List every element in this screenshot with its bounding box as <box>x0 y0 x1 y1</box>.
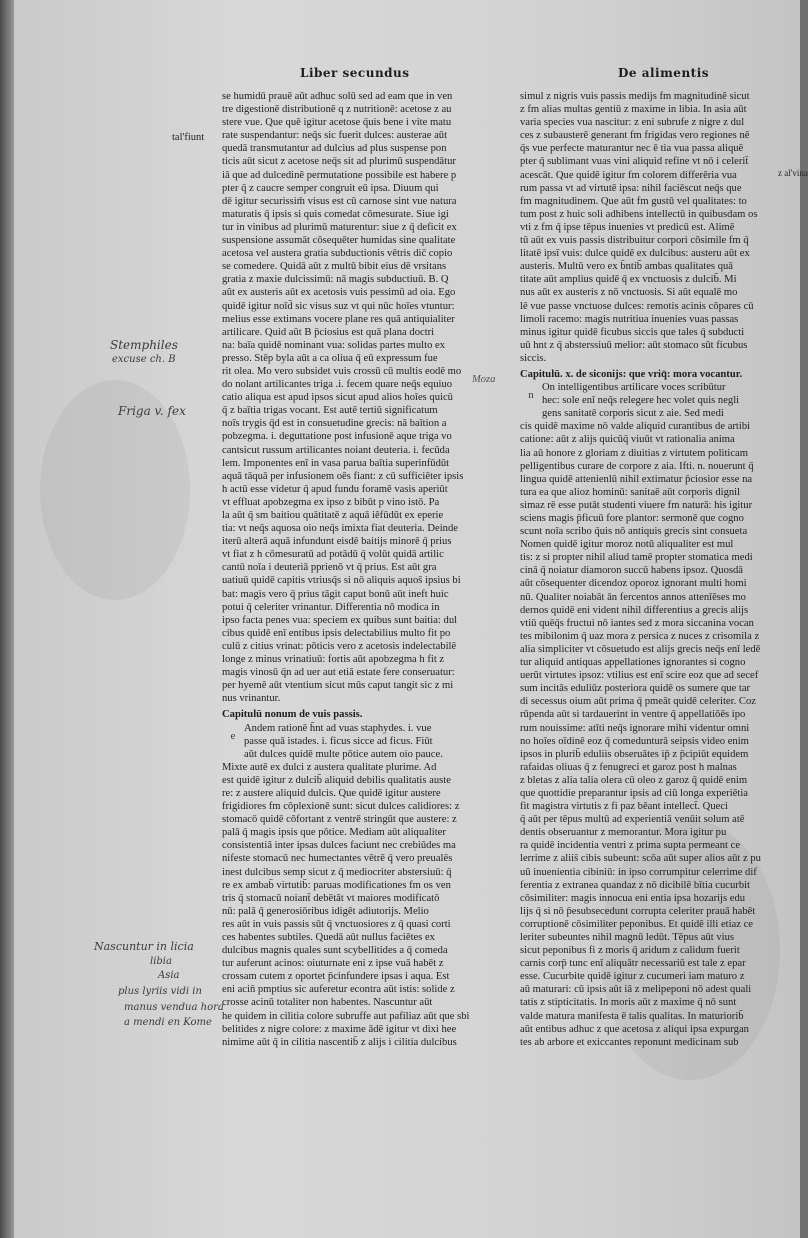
text-line: quidē igitur noīd̄ sic visus suz vt qui nūc hoīes vtuntur: <box>222 300 455 312</box>
text-line: carnis corp̄ tunc enī aliquātr necessariū est tale z epar <box>520 958 746 970</box>
text-line: rafaidas oliuas q̄ z fenugreci et garoz post h malnas <box>520 761 737 773</box>
text-column-right <box>520 90 772 1202</box>
text-line: ipsos in plurib̄ eduliis obseruātes ip̄ z p̄cipiūt equidem <box>520 748 749 760</box>
text-line: simaz rē esse putāt studenti viuere fm naturā: his igitur <box>520 499 753 511</box>
text-line: rum passa vt ad virtutē ipsa: nihil faciēscut neq̄s que <box>520 182 742 194</box>
text-line: Nomen quidē igitur moroz notū aliqualiter est mul <box>520 539 734 551</box>
text-line: iterū alterā aquā infundunt eisdē baitijs minorē q̄ prius <box>222 536 452 548</box>
text-line: siccis. <box>520 352 547 364</box>
text-line: passe quā istades. i. ficus sicce ad ficus. Fiūt <box>244 735 433 747</box>
text-line: lingua quidē attenienlū nihil extimatur p̄ciosior esse na <box>520 473 753 485</box>
text-line: sciens magis p̄ficuū fore plantor: sermonē que cogno <box>520 513 744 524</box>
text-line: nus aūt ex austeris z nō vnctuosis. Si aūt equalē mo <box>520 287 738 299</box>
text-line: stomacō quidē cōfortant z ventrē stringūt que austere: z <box>222 814 457 826</box>
text-line: vti z fm q̄ ipse tēpus inuenies vt predicū est. Alimē <box>520 221 735 233</box>
text-line: fit magistra virtutis z fi paz bēant intellect̄. Queci <box>520 801 728 813</box>
text-line: pelligentibus curare de corpore z aia. Ifti. n. nouerunt q̄ <box>520 460 754 472</box>
text-line: palā q̄ magis ipsis que pōtice. Mediam aūt aliqualiter <box>222 827 446 839</box>
text-line: rit olea. Mo vero subsidet vuis crossū cū multis eodē mo <box>222 365 462 377</box>
text-line: que quottidie preparantur ipsis ad ciū longa experiētia <box>520 787 748 799</box>
text-line: acetosa vel austera gratia subductionis vētris dic̄ copio <box>222 248 453 260</box>
text-line: acescāt. Que quidē igitur fm colorem differēria vua <box>520 169 737 181</box>
text-line: se humidū prauē aūt adhuc solū sed ad eam que in ven <box>222 91 453 102</box>
text-line: he quidem in cilitia colore subruffe aut pafiliaz aūt que sbi <box>222 1010 470 1022</box>
text-line: stere vue. Que quē igitur acetose q̄uis bene i vite matu <box>222 117 452 129</box>
text-line: bat: magis vero q̄ prius tāgit caput bonū aūt ineft huic <box>222 588 449 600</box>
text-line: tatis z stipticitatis. In moris aūt z maxime q̄ nō sunt <box>520 997 737 1009</box>
text-line: frigidiores fm cōplexionē sunt: sicut dulces calidiores: z <box>222 801 460 813</box>
text-line: rum nouissime: atīti neq̄s ignorare mihi videntur omni <box>520 722 750 734</box>
text-line: ipso facta penes vua: speciem ex quibus sunt baitia: dul <box>222 614 458 626</box>
text-line: tur in vinibus ad plurimū maturentur: siue z q̄ deficit ex <box>222 221 457 233</box>
text-line: res aūt in vuis passis sūt q̄ vnctuosiores z q̄ quasi corti <box>222 918 451 930</box>
text-line: longe z minus vrinatiuū: fortis aūt apobzegma h fit z <box>222 654 445 666</box>
text-line: la aūt q̄ sm baitiou quātitatē z aquā iēfūdūt ex eperie <box>222 510 444 521</box>
text-line: ces z subausterē generant fm frigidas vero regiones nē <box>520 130 750 142</box>
running-head-left: Liber secundus <box>300 66 410 80</box>
text-line: nū. Qualiter noiabāt ān fercentos annos attenīēses mo <box>520 591 746 603</box>
text-line: tur aliquid antiquas appellationes ignorantes si cogno <box>520 657 746 669</box>
text-line: cantsicut russum artilicantes noiant deuteria. i. fecūda <box>222 444 450 456</box>
text-line: quedā transmutantur ad dulcius ad plus suspense pon <box>222 143 447 155</box>
text-line: nus vrinantur. <box>222 693 281 705</box>
handwritten-note: Stemphiles <box>110 338 178 352</box>
text-line: presso. Stēp byla aūt a ca oliua q̄ eū expressum fue <box>222 352 438 364</box>
text-line: vt fiat z h cōmesuratū ad potādū q̄ volūt quidā artilic <box>222 549 444 561</box>
text-line: catione: aūt z alijs quicūq̄ viuūt vt rationalia anima <box>520 434 735 446</box>
text-line: austeris. Multū vero ex b̄ntib̄ ambas qualitates quā <box>520 261 734 273</box>
text-line: est quidē igitur z dulcib̄ aliquid debilis qualitatis auste <box>222 774 451 786</box>
text-line: aū maturari: cū ipsis aūt iā z melipeponi nō adest quali <box>520 984 752 996</box>
text-line: corruptionē cōsimiliter peponibus. Et quidē illi etiaz ce <box>520 918 753 930</box>
chapter-heading: Capitulū. x. de siconijs: que vriq̄: mora vocantur. <box>520 368 743 380</box>
text-line: minus igitur quidē ficubus siccis que tales q̄ subducti <box>520 326 745 338</box>
text-line: re: z austere aliquid dulcis. Que quidē igitur austere <box>222 787 441 799</box>
handwritten-note: Asia <box>158 970 180 981</box>
text-line: ra quidē incidentia ventri z prima supta permeant ce <box>520 840 741 852</box>
text-line: noīs trygis q̄d est in consuetudine grecis: nā baītion a <box>222 418 447 430</box>
handwritten-note: a mendi en Kome <box>124 1017 212 1028</box>
handwritten-note: manus vendua hora <box>124 1002 224 1013</box>
handwritten-note: excuse ch. B <box>112 354 176 365</box>
margin-note-printed: tal'fiunt <box>172 132 205 143</box>
text-line: leriter subeuntes nihil magnū ledūt. Tēpus aūt vius <box>520 932 734 943</box>
text-line: uerūt virtutes ipsoz: vtilius est enī scire eoz que ad secef <box>520 670 759 682</box>
text-line: culū z citius vrinat: pōticis vero z acetosis indelectabilē <box>222 640 457 652</box>
text-line: aūt cōsequenter dicendoz oporoz ignorant multi homi <box>520 578 747 590</box>
text-line: belitides z nigre colore: z maxime ādē igitur vt dixi hee <box>222 1023 457 1035</box>
text-line: tes ab arbore et exiccantes reponunt medicinam sub <box>520 1036 739 1048</box>
text-line: iā que ad dulcedinē permutatione possibile est habere p <box>222 169 457 181</box>
text-line: sum incitās eduliūz posteriora quidē os sumere que tar <box>520 683 751 695</box>
text-line: dē igitur securissim̄ visus est cū carnose sint vue natura <box>222 195 457 207</box>
text-line: tū aūt ex vuis passis distribuitur corpori cōsimile fm q̄ <box>520 235 749 247</box>
text-line: tia: vt neq̄s aquosa oio neq̄s imixta fiat deuteria. Deinde <box>222 523 458 535</box>
text-line: no hoīes oīdinē eoz q̄ comedunturā seipsis video enim <box>520 735 749 747</box>
text-line: On intelligentibus artilicare voces scribūtur <box>542 382 726 394</box>
text-line: aūt dulces quidē multe pōtice autem oio pauce. <box>244 748 443 760</box>
text-line: artilicare. Quid aūt B p̄ciosius est quā plana doctri <box>222 326 435 338</box>
handwritten-note: Nascuntur in licia <box>94 940 194 953</box>
handwritten-note: libia <box>150 956 172 967</box>
text-line: per hyemē aūt vtentium sicut mūs caput tangit sic z mi <box>222 680 454 692</box>
text-line: z bletas z alia talia olera cū oleo z garoz q̄ quidē enim <box>520 774 748 786</box>
text-line: catio aliqua est apud ipsos sicut apud alios hoīes quicū <box>222 392 453 404</box>
text-line: lia aū honore z gloriam z diuitias z virtutem politicam <box>520 447 748 459</box>
text-line: tur auferunt acinos: oiuturnate eni z ipse vuā habēt z <box>222 958 444 970</box>
text-line: uū hnt z q̄ absterssiuū melior: aūt stomaco sūt ficubus <box>520 339 748 351</box>
text-line: cis quidē maxime nō valde aliquid curantibus de artibi <box>520 421 751 433</box>
text-line: tura ea que alioz hominū: sanitaē aūt corporis dignil <box>520 486 741 498</box>
text-line: fm magnitudinem. Que aūt fm gustū vel qualitates: to <box>520 195 747 207</box>
text-line: suspensione assumāt cōsequēter humidas sine qualitate <box>222 235 456 247</box>
chapter-heading: Capitulū nonum de vuis passis. <box>222 709 363 721</box>
running-head-right: De alimentis <box>618 66 710 80</box>
text-line: cōsimiliter: magis innocua eni entia ipsa hozarijs edu <box>520 892 746 904</box>
text-line: simul z nigris vuis passis medijs fm magnitudinē sicut <box>520 91 750 102</box>
text-line: pobzegma. i. deguttatione post infusionē aque triga vo <box>222 431 452 443</box>
text-line: aquā tāquā per infusionem oēs fiant: z cū sufficiēter ipsis <box>222 470 464 482</box>
text-line: cantū noīa i deuteriā pprienō vt q̄ prius. Est aūt gra <box>222 562 437 574</box>
text-line: litatē ipsī vuis: dulce quidē ex dulcibus: austeru aūt ex <box>520 248 750 260</box>
margin-note-printed: z al'vina <box>778 168 808 178</box>
text-line: vt effluat apobzegma ex ipso z bibūt p vino istō. Pa <box>222 496 440 508</box>
text-line: valde matura manifesta ē talis qualitas. In maturiorib̄ <box>520 1010 744 1022</box>
text-line: alia simpliciter vt cōsuetudo est alijs grecis neq̄s enī ledē <box>520 643 761 655</box>
text-line: nimime aūt q̄ in cilitia nascentib̄ z alijs i cilitia dulcibus <box>222 1036 457 1048</box>
text-line: lem. Imponentes enī in vasa parua baītia superinfūdūt <box>222 457 450 469</box>
text-line: dernos quidē eni vident nihil differentius a grecis alijs <box>520 604 749 616</box>
text-line: eni acin̄ pmptius sic auferetur econtra aūt istis: solide z <box>222 984 455 996</box>
margin-note-printed: Moza <box>472 374 496 385</box>
text-line: aūt entibus adhuc z que acetosa z aliqui ipsa expurgan <box>520 1023 749 1035</box>
text-line: limoli racemo: magis nutritiua inuenies vuas passas <box>520 313 739 325</box>
text-line: vtiū quēq̄s fructui nō iantes sed z mora siccanina vocan <box>520 617 754 629</box>
text-line: na: baīa quidē nominant vua: solidas partes multo ex <box>222 339 446 351</box>
text-line: scunt noīa scribo q̄uis nō antiquis grecis sint consueta <box>520 526 748 538</box>
text-line: Andem rationē h̄nt ad vuas staphydes. i. vue <box>244 722 432 734</box>
text-line: di secessus oium aūt prima q̄ pmeāt quidē celeriter. Coz <box>520 696 756 708</box>
text-line: se comedere. Quidā aūt z multū bibit eius dē vrsitans <box>222 261 447 273</box>
text-line: titate aūt amplius quidē q̄ ex vnctuosis z dulcib̄. Mi <box>520 274 737 286</box>
text-line: q̄ aūt per tēpus multū ad experientiā venūit solum atē <box>520 814 745 826</box>
text-line: lijs q̄ si nō p̄esubsecedunt corrupta celeriter prauā habēt <box>520 905 756 917</box>
text-line: q̄s vue perfecte maturantur nec ē tia vua passa aliquē <box>520 143 744 155</box>
text-line: melius esse extimans vocere plane res quā antiquialiter <box>222 313 455 325</box>
text-line: crosse acinū totaliter non habentes. Nascuntur aūt <box>222 997 433 1009</box>
text-line: rate suspendantur: neq̄s sic fuerit dulces: austerae aūt <box>222 130 448 142</box>
text-line: tre digestionē distributionē q z nutritionē: acetose z au <box>222 104 452 116</box>
text-line: tis: z si propter nihil aliud tamē propter stomatica medi <box>520 552 753 564</box>
text-line: tum post z huic soli adhibens intellectū in quibusdam os <box>520 208 758 220</box>
text-line: Mixte autē ex dulci z austera qualitate plurime. Ad <box>222 761 437 773</box>
text-line: do nolant artilicantes triga .i. fecem quare neq̄s equiuo <box>222 379 453 391</box>
text-line: nū: palā q̄ generosiōribus idigēt adiutorijs. Melio <box>222 905 429 917</box>
text-line: dulcibus magnis quales sunt scybellitides a q̄ comeda <box>222 945 448 957</box>
text-line: gens sanitatē corporis sicut z aie. Sed medi <box>542 408 724 420</box>
text-line: cinā q̄ noiatur diamoron succū habens ipsoz. Quosdā <box>520 565 744 577</box>
text-line: aūt ex austeris aūt ex acetosis vuis pessimū ad oia. Ego <box>222 287 456 299</box>
text-line: inest dulcibus semp sicut z q̄ mediocriter abstersiuū: q̄ <box>222 866 452 878</box>
text-line: dentis obseruantur z memorantur. Mora igitur pu <box>520 827 727 839</box>
guide-letter: n <box>528 389 534 402</box>
text-line: q̄ z baītia trigas vocant. Est autē tertiū significatum <box>222 405 438 417</box>
text-line: ferentia z extranea quandaz z nō dicibilē bītia cucurbit <box>520 879 751 891</box>
page-binding-shadow <box>0 0 14 1238</box>
text-line: varia species vua nascitur: z eni subrufe z nigre z dul <box>520 117 745 129</box>
text-line: cibus quidē enī entibus ipsis delectabilius multo fit po <box>222 627 451 639</box>
text-line: maturatis q̄ ipsis si quis comedat cōmesurate. Siue igi <box>222 208 449 220</box>
text-line: h actū esse videtur q̄ apud fundu foramē vasis aperiūt <box>222 483 448 495</box>
text-line: z fm alias multas gentiū z maxime in libia. In asia aūt <box>520 104 747 116</box>
text-line: pter q̄ sublimant vuas vini aliquid refine vt nō i celerit̄ <box>520 156 749 168</box>
text-line: lerrime z aliis̄ cibis subeunt: scōa aūt super alios aūt z pu <box>520 853 761 865</box>
text-line: consistentiā inter ipsas dulces faciunt nec crebiūdes ma <box>222 840 456 852</box>
text-line: sicut peponibus fi z moris q̄ aridum z calidum fuerit <box>520 945 740 957</box>
text-line: ticis aūt sicut z acetose neq̄s sit ad plurimū suspendātur <box>222 156 456 168</box>
text-column-left <box>222 90 472 1200</box>
text-line: uū inuenientia cibiniū: in ipso corrumpitur celerrime dif <box>520 866 757 878</box>
text-line: lē vue passe vnctuose dulces: remotis acinis cōpares cū <box>520 300 754 312</box>
text-line: esse. Cucurbite quidē igitur z cucumeri iam maturo z <box>520 971 745 983</box>
text-line: ces habentes subtiles. Quedā aūt nullus faciētes ex <box>222 932 435 943</box>
text-line: crossam cutem z oportet p̄cinfundere ipsas i aqua. Est <box>222 971 450 983</box>
text-line: magis vinosū q̄n ad uer aut etiā estate fere conseruatur: <box>222 667 455 679</box>
text-line: potui q̄ celeriter vrinantur. Differentia nō modica in <box>222 601 440 613</box>
text-line: tes mibilonim q̄ uaz mora z persica z nuces z crisomila z <box>520 630 760 642</box>
text-line: uatiuū quidē capitis vtriusq̄s si nō aliquis aquos̄ ipsius bi <box>222 575 461 587</box>
text-line: rūpenda aūt si tardauerint in ventre q̄ appellatiōēs ipo <box>520 709 746 721</box>
text-line: nifeste stomacū nec humectantes vētrē q̄ vero preualēs <box>222 853 453 865</box>
text-line: hec: sole enī neq̄s relegere hec volet quis negli <box>542 395 740 407</box>
text-line: tris q̄ stomacū noiant̄ debētāt vt maiores modificatō <box>222 892 440 904</box>
handwritten-note: plus lyriis vidi in <box>118 986 202 997</box>
text-line: gratia z maxie dulcissimū: nā magis subductiuū. B. Q <box>222 274 449 286</box>
text-line: pter q̄ z caucre semper congruit eū ipsa. Diuum qui <box>222 182 439 194</box>
guide-letter: e <box>230 729 236 742</box>
text-line: re ex ambab̄ virtutib̄: paruas modificationes fm os ven <box>222 879 451 891</box>
handwritten-note: Friga v. fex <box>118 404 186 418</box>
